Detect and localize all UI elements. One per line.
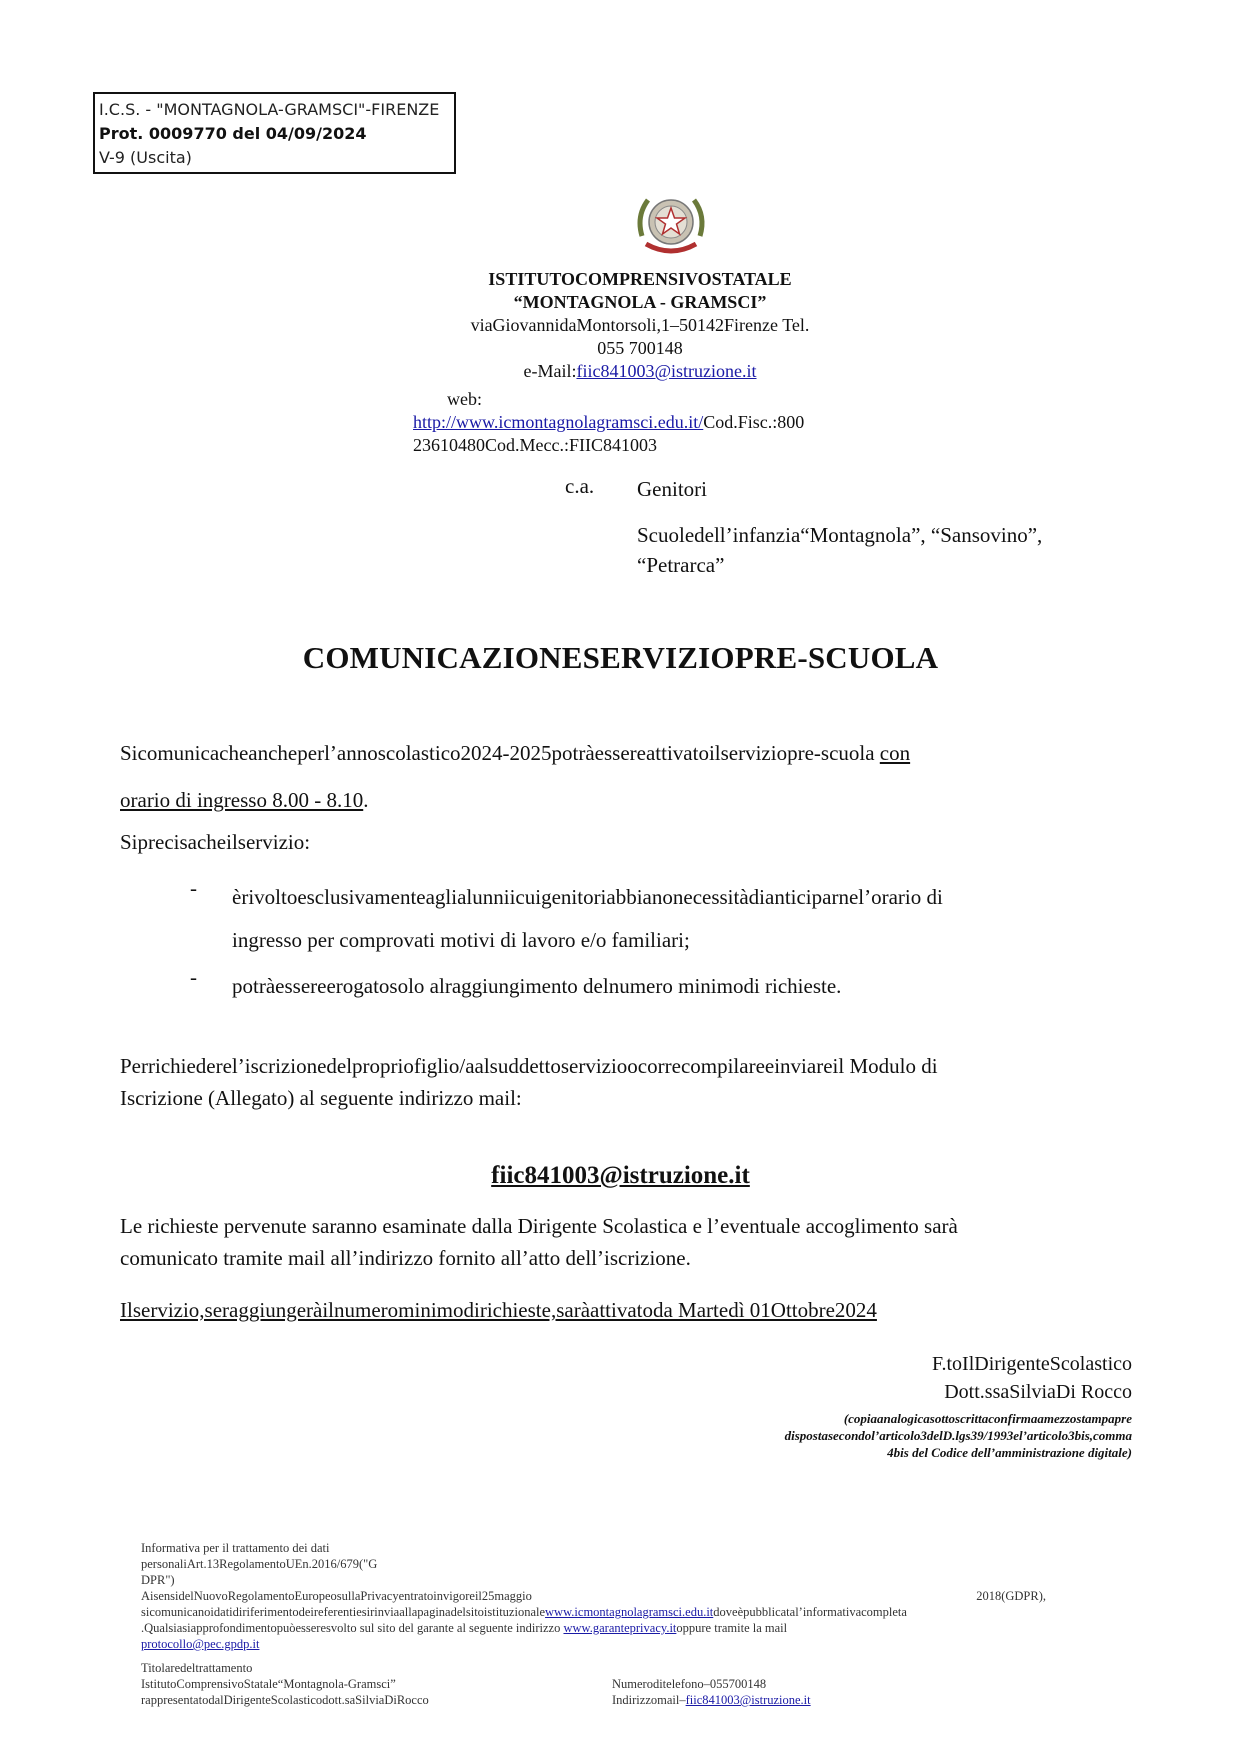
stamp-category: V-9 (Uscita) — [99, 148, 192, 167]
signature-name: Dott.ssaSilviaDi Rocco — [944, 1381, 1132, 1403]
bullet-1-text — [232, 876, 1122, 962]
garante-link[interactable]: www.garanteprivacy.it — [563, 1621, 677, 1635]
note-line-3: 4bis del Codice dell’amministrazione digitale) — [887, 1445, 1132, 1460]
footer-gdpr-text — [141, 1588, 1046, 1652]
paragraph-activation: Ilservizio,seraggiungeràilnumerominimodirichieste,saràattivatoda Martedì 01Ottobre2024 — [120, 1298, 877, 1322]
bullet-dash: - — [190, 876, 197, 900]
stamp-protocol-number: Prot. 0009770 del 04/09/2024 — [99, 124, 367, 143]
signature-role: F.toIlDirigenteScolastico — [931, 1353, 1132, 1375]
bullet-dash: - — [190, 965, 197, 989]
gdpr-site-link[interactable]: www.icmontagnolagramsci.edu.it — [545, 1605, 714, 1619]
school-email-row — [380, 360, 900, 383]
privacy-heading-1: Informativa per il trattamento dei dati — [141, 1541, 330, 1555]
school-phone: 055 700148 — [597, 338, 683, 358]
web-row — [413, 411, 873, 434]
gdpr-1-right: 2018(GDPR), — [976, 1589, 1046, 1603]
intro-underline-a: con — [879, 741, 911, 765]
school-email-link[interactable]: fiic841003@istruzione.it — [576, 361, 757, 381]
bullet-2-text: potràessereerogatosolo alraggiungimento delnumero minimodi richieste. — [232, 974, 842, 998]
review-line-1: Le richieste pervenute saranno esaminate dalla Dirigente Scolastica e l’eventuale accoglimento sarà — [120, 1214, 958, 1238]
gdpr-line-1 — [141, 1588, 1046, 1604]
gdpr-2-b: doveèpubblicatal’informativacompleta — [713, 1605, 907, 1619]
review-line-2: comunicato tramite mail all’indirizzo fornito all’atto dell’iscrizione. — [120, 1246, 691, 1270]
school-web-block — [413, 388, 873, 457]
emblem-of-italy-icon — [632, 186, 710, 264]
paragraph-review — [120, 1210, 1130, 1274]
protocol-stamp — [93, 92, 456, 174]
codfisc-part1: Cod.Fisc.:800 — [703, 412, 805, 432]
gdpr-1-left: AisensidelNuovoRegolamentoEuropeosullaPrivacyentratoinvigoreil25maggio — [141, 1589, 532, 1603]
web-label: web: — [447, 389, 482, 409]
paragraph-precisa: Siprecisacheilservizio: — [120, 830, 311, 854]
paragraph-intro — [120, 730, 1130, 824]
stamp-school: I.C.S. - "MONTAGNOLA-GRAMSCI"-FIRENZE — [99, 100, 440, 119]
school-address: viaGiovannidaMontorsoli,1–50142Firenze Tel. — [470, 315, 810, 335]
footer-mail-link[interactable]: fiic841003@istruzione.it — [685, 1693, 811, 1707]
note-line-1: (copiaanalogicasottoscrittaconfirmaamezzostampapre — [843, 1411, 1132, 1426]
school-type: ISTITUTOCOMPRENSIVOSTATALE — [488, 269, 792, 289]
recipient-schools-cont: “Petrarca” — [637, 553, 725, 577]
titolare-2: IstitutoComprensivoStatale“Montagnola-Gramsci” — [141, 1677, 396, 1691]
school-name: “MONTAGNOLA - GRAMSCI” — [513, 292, 767, 312]
gdpr-line-4 — [141, 1636, 1046, 1652]
bullet-1-line-2: ingresso per comprovati motivi di lavoro e/o familiari; — [232, 928, 690, 952]
school-header — [380, 268, 900, 383]
gdpr-2-a: sicomunicanoidatidiriferimentodeireferentiesirinviaallapaginadelsitoistituzionale — [141, 1605, 546, 1619]
contact-email[interactable] — [0, 1162, 1241, 1190]
recipient-schools: Scuoledell’infanzia“Montagnola”, “Sansovino”, — [637, 523, 1043, 547]
school-website-link[interactable]: http://www.icmontagnolagramsci.edu.it/ — [413, 412, 704, 432]
gdpr-3-b: oppure tramite la mail — [676, 1621, 788, 1635]
request-line-1: Perrichiederel’iscrizionedelpropriofiglio/aalsuddettoservizioocorrecompilareeinviareil Modulo di — [120, 1054, 938, 1078]
footer-mail-row — [612, 1692, 1012, 1708]
gdpr-line-2 — [141, 1604, 1046, 1620]
paragraph-request — [120, 1050, 1130, 1114]
ca-label: c.a. — [565, 474, 595, 498]
gdpr-line-3 — [141, 1620, 1046, 1636]
gdpr-3-a: .Qualsiasiapprofondimentopuòesseresvolto sul sito del garante al seguente indirizzo — [141, 1621, 561, 1635]
privacy-heading-3: DPR") — [141, 1573, 175, 1587]
intro-underline-b: orario di ingresso 8.00 - 8.10 — [120, 788, 364, 812]
titolare-3: rappresentatodalDirigenteScolasticodott.saSilviaDiRocco — [141, 1693, 429, 1707]
note-line-2: dispostasecondol’articolo3delD.lgs39/1993el’articolo3bis,comma — [784, 1428, 1132, 1443]
recipient-parents: Genitori — [637, 477, 707, 501]
bullet-1-line-1: èrivoltoesclusivamenteaglialunniicuigenitoriabbianonecessitàdianticiparnel’orario di — [232, 885, 943, 909]
recipients — [637, 474, 1137, 580]
intro-text: Sicomunicacheancheperl’annoscolastico2024-2025potràessereattivatoilserviziopre-scuola — [120, 741, 875, 765]
footer-privacy-heading — [141, 1540, 441, 1588]
document-title: COMUNICAZIONESERVIZIOPRE-SCUOLA — [302, 640, 939, 675]
signature-block — [600, 1350, 1132, 1406]
codfisc-part2: 23610480Cod.Mecc.:FIIC841003 — [413, 435, 657, 455]
intro-end: . — [363, 788, 369, 812]
footer-contacts — [612, 1676, 1012, 1708]
signature-note — [600, 1410, 1132, 1461]
pec-link[interactable]: protocollo@pec.gpdp.it — [141, 1637, 260, 1651]
request-line-2: Iscrizione (Allegato) al seguente indirizzo mail: — [120, 1086, 522, 1110]
footer-phone: Numeroditelefono–055700148 — [612, 1677, 767, 1691]
email-label: e-Mail: — [523, 361, 577, 381]
contact-email-text[interactable]: fiic841003@istruzione.it — [491, 1162, 750, 1189]
footer-mail-label: Indirizzomail– — [612, 1693, 686, 1707]
privacy-heading-2: personaliArt.13RegolamentoUEn.2016/679("G — [141, 1557, 378, 1571]
titolare-1: Titolaredeltrattamento — [141, 1661, 253, 1675]
